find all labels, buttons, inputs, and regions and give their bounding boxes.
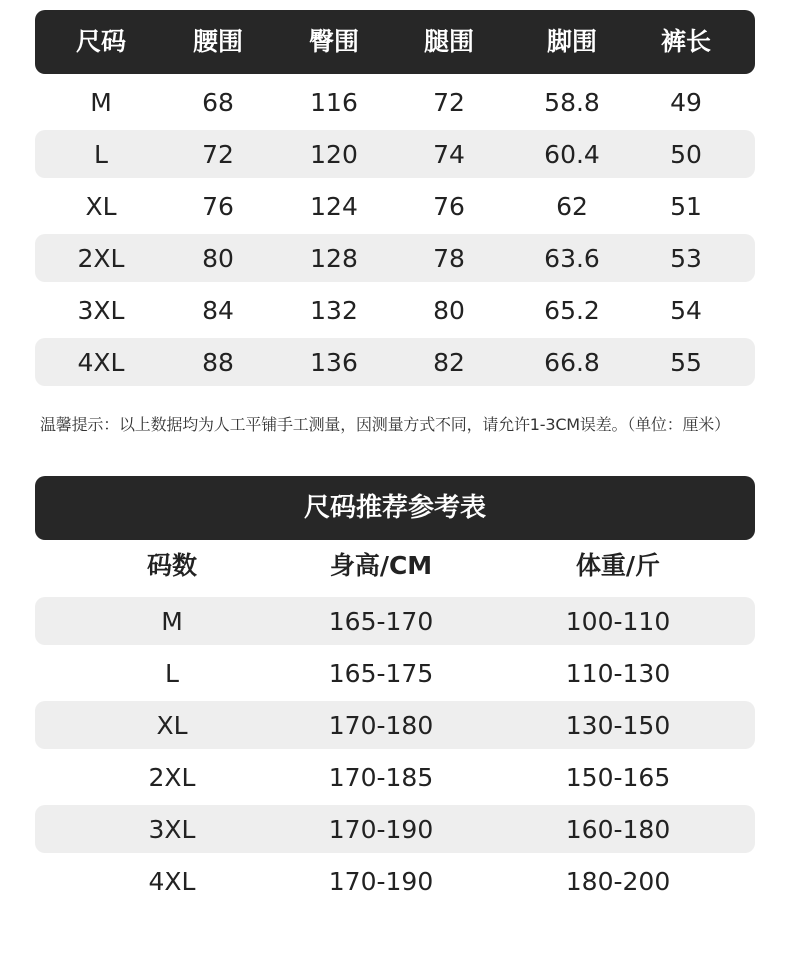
cell-size: 2XL — [77, 244, 125, 273]
table-row — [35, 596, 755, 648]
cell-size: XL — [85, 192, 117, 221]
table-row — [35, 181, 755, 233]
cell-size: 4XL — [77, 348, 125, 377]
cell-leg-opening: 58.8 — [544, 88, 600, 117]
cell-height: 170-190 — [328, 867, 434, 896]
header-leg-opening: 脚围 — [546, 27, 598, 56]
cell-waist: 80 — [202, 244, 234, 273]
cell-length: 51 — [670, 192, 702, 221]
cell-length: 55 — [670, 348, 702, 377]
cell-weight: 130-150 — [565, 711, 671, 740]
cell-weight: 110-130 — [565, 659, 671, 688]
header-waist: 腰围 — [192, 27, 244, 56]
cell-leg-opening: 63.6 — [544, 244, 600, 273]
table-row — [35, 129, 755, 181]
cell-waist: 88 — [202, 348, 234, 377]
table-row — [35, 77, 755, 129]
cell-height: 165-170 — [328, 607, 434, 636]
cell-leg-opening: 60.4 — [544, 140, 600, 169]
cell-height: 170-180 — [328, 711, 434, 740]
cell-height: 170-185 — [328, 763, 434, 792]
cell-size: 3XL — [148, 815, 196, 844]
cell-length: 49 — [670, 88, 702, 117]
header-hip: 臀围 — [308, 27, 360, 56]
cell-hip: 120 — [310, 140, 358, 169]
cell-hip: 128 — [310, 244, 358, 273]
table-row — [35, 856, 755, 908]
cell-thigh: 74 — [433, 140, 465, 169]
cell-size: 4XL — [148, 867, 196, 896]
cell-hip: 124 — [310, 192, 358, 221]
table-row — [35, 700, 755, 752]
cell-size: L — [165, 659, 179, 688]
cell-waist: 76 — [202, 192, 234, 221]
cell-length: 54 — [670, 296, 702, 325]
cell-size: 3XL — [77, 296, 125, 325]
measurement-note: 温馨提示：以上数据均为人工平铺手工测量，因测量方式不同，请允许1-3CM误差。（单位：厘米） — [40, 415, 730, 434]
cell-waist: 72 — [202, 140, 234, 169]
cell-length: 50 — [670, 140, 702, 169]
table-row — [35, 648, 755, 700]
table-row — [35, 337, 755, 389]
cell-height: 170-190 — [328, 815, 434, 844]
header-length: 裤长 — [660, 27, 712, 56]
recommend-header — [35, 540, 755, 592]
cell-size: M — [161, 607, 183, 636]
header-thigh: 腿围 — [423, 27, 475, 56]
table-row — [35, 285, 755, 337]
cell-hip: 132 — [310, 296, 358, 325]
cell-hip: 116 — [310, 88, 358, 117]
cell-thigh: 78 — [433, 244, 465, 273]
table-row — [35, 752, 755, 804]
cell-size: 2XL — [148, 763, 196, 792]
cell-weight: 150-165 — [565, 763, 671, 792]
cell-thigh: 76 — [433, 192, 465, 221]
table-row — [35, 804, 755, 856]
cell-thigh: 82 — [433, 348, 465, 377]
cell-hip: 136 — [310, 348, 358, 377]
size-chart-header — [35, 10, 755, 74]
table-row — [35, 233, 755, 285]
cell-length: 53 — [670, 244, 702, 273]
cell-thigh: 80 — [433, 296, 465, 325]
cell-leg-opening: 62 — [556, 192, 588, 221]
cell-leg-opening: 65.2 — [544, 296, 600, 325]
header-size-code: 码数 — [146, 551, 198, 580]
cell-weight: 180-200 — [565, 867, 671, 896]
cell-weight: 100-110 — [565, 607, 671, 636]
recommend-title: 尺码推荐参考表 — [35, 476, 755, 540]
cell-size: L — [94, 140, 108, 169]
cell-size: M — [90, 88, 112, 117]
cell-thigh: 72 — [433, 88, 465, 117]
header-weight: 体重/斤 — [575, 551, 661, 580]
cell-waist: 68 — [202, 88, 234, 117]
header-size: 尺码 — [75, 27, 127, 56]
header-height: 身高/CM — [329, 551, 433, 580]
cell-leg-opening: 66.8 — [544, 348, 600, 377]
cell-waist: 84 — [202, 296, 234, 325]
cell-height: 165-175 — [328, 659, 434, 688]
cell-size: XL — [156, 711, 188, 740]
cell-weight: 160-180 — [565, 815, 671, 844]
